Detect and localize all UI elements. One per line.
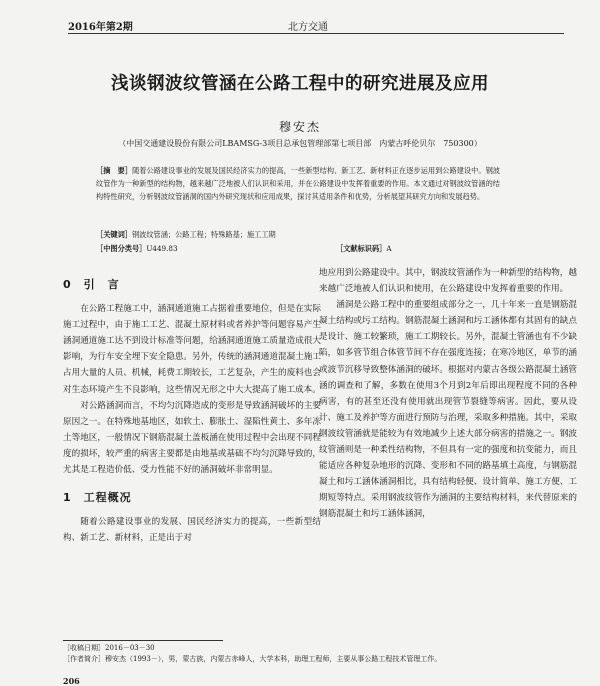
footnote-rule <box>63 640 223 641</box>
abstract <box>96 164 500 204</box>
body-column-right <box>319 265 577 523</box>
paragraph: 在公路工程施工中，涵洞通道施工占据着重要地位，但是在实际施工过程中，由于施工工艺、混凝土原材料或者养护等问题容易产生涵洞通道施工达不到设计标准等问题，给涵洞通道施工质量造成很大影响，为行车安全埋下安全隐患。另外，传统的涵洞通道混凝土施工占用大量的人员、机械，耗费工期较长，工艺复杂，产生的废料也会对生态环境产生不良影响，这些情况无形之中大大提高了施工成本。 <box>63 304 321 395</box>
footnotes <box>63 643 563 664</box>
author-bio: ［作者简介］穆安杰（1993－），男，蒙古族，内蒙古赤峰人，大学本科，助理工程师，主要从事公路工程技术管理工作。 <box>63 654 442 663</box>
clc-number <box>96 243 178 255</box>
keywords-text: 钢波纹管涵；公路工程；特殊路基；施工工期 <box>131 230 276 239</box>
received-date: ［收稿日期］2016－03－30 <box>63 644 155 652</box>
section-heading-overview: 1 工程概况 <box>63 491 132 505</box>
abstract-text: 随着公路建设事业的发展及国民经济实力的提高，一些新型结构、新工艺、新材料正在逐步运用到公路建设中。钢波纹管作为一种新型的结构物，越来越广泛地被人们认识和采用，并在公路建设中发挥着重要的作用。本文通过对钢波纹管涵的结构特性研究，分析钢波纹管涵洞的国内外研究现状和应用成果，探讨其适用条件和优势，分析展望其研究方向和发展趋势。 <box>96 166 500 202</box>
document-code-label: ［文献标识码］ <box>336 244 387 253</box>
section-heading-intro: 0 引 言 <box>63 278 120 291</box>
paragraph: 涵洞是公路工程中的重要组成部分之一，几十年来一直是钢筋混凝土结构或圬工结构。钢筋混凝土涵洞和圬工涵体都有其固有的缺点是设计、施工较繁琐，施工工期较长。另外，混凝土管涵也有不少缺陷，如多管节组合体管节间不存在强度连接；在寒冷地区，单节的涵或波节沉移导致整体涵洞的破坏。根据对内蒙古各级公路混凝土涵管涵的调查和了解，多数在使用3个月到2年后即出现程度不同的各种病害，有的甚至还没有使用就出现管节裂缝等病害。因此，要从设计、施工及养护等方面进行预防与治理，采取多种措施。其中，采取钢波纹管涵就是能较为有效地减少上述大部分病害的措施之一。钢波纹管涵则是一种柔性结构物，不但具有一定的强度和抗变能力，而且能适应各种复杂地形的沉降、变形和不同的路基填土高度，与钢筋混凝土和圬工涵体涵洞相比，具有结构轻便、设计简单、施工方便、工期短等特点。采用钢波纹管作为涵洞的主要结构材料，来代替原来的钢筋混凝土和圬工涵体涵洞， <box>319 300 577 520</box>
clc-label: ［中图分类号］ <box>96 244 147 253</box>
classification-row <box>96 243 500 255</box>
paragraph: 对公路涵洞而言，不均匀沉降造成的变形是导致涵洞破坏的主要原因之一。在特殊地基地区，如软土、膨胀土、湿陷性黄土、多年冻土等地区，一般情况下钢筋混凝土盖板涵在使用过程中会出现不同程度的损坏，较严重的病害主要都是由地基或基础不均匀沉降导致的，尤其是工程造价低、受力性能不好的涵洞破坏非常明显。 <box>63 400 321 476</box>
author-affiliation: （中国交通建设股份有限公司LBAMSG-3项目总承包管理部第七项目部 内蒙古呼伦贝尔 750300） <box>118 139 482 148</box>
header-rule <box>68 33 564 34</box>
article-title: 浅谈钢波纹管涵在公路工程中的研究进展及应用 <box>111 74 489 94</box>
keywords-label: ［关键词］ <box>96 230 132 239</box>
abstract-label: ［摘 要］ <box>96 166 133 175</box>
document-code <box>336 243 392 255</box>
body-column-left <box>63 265 321 546</box>
author-name: 穆安杰 <box>278 120 321 134</box>
clc-value: U449.83 <box>146 244 178 253</box>
issue-label: 2016年第2期 <box>68 22 133 33</box>
page-number: 206 <box>63 676 80 686</box>
running-header <box>68 16 564 32</box>
paragraph: 地应用到公路建设中。其中，钢波纹管涵作为一种新型的结构物，越来越广泛地被人们认识和使用，在公路建设中发挥着重要的作用。 <box>319 268 577 295</box>
document-code-value: A <box>386 244 392 253</box>
journal-name: 北方交通 <box>288 22 328 33</box>
paragraph: 随着公路建设事业的发展、国民经济实力的提高，一些新型结构、新工艺、新材料，正是出于对 <box>63 517 321 544</box>
keywords <box>96 229 500 241</box>
